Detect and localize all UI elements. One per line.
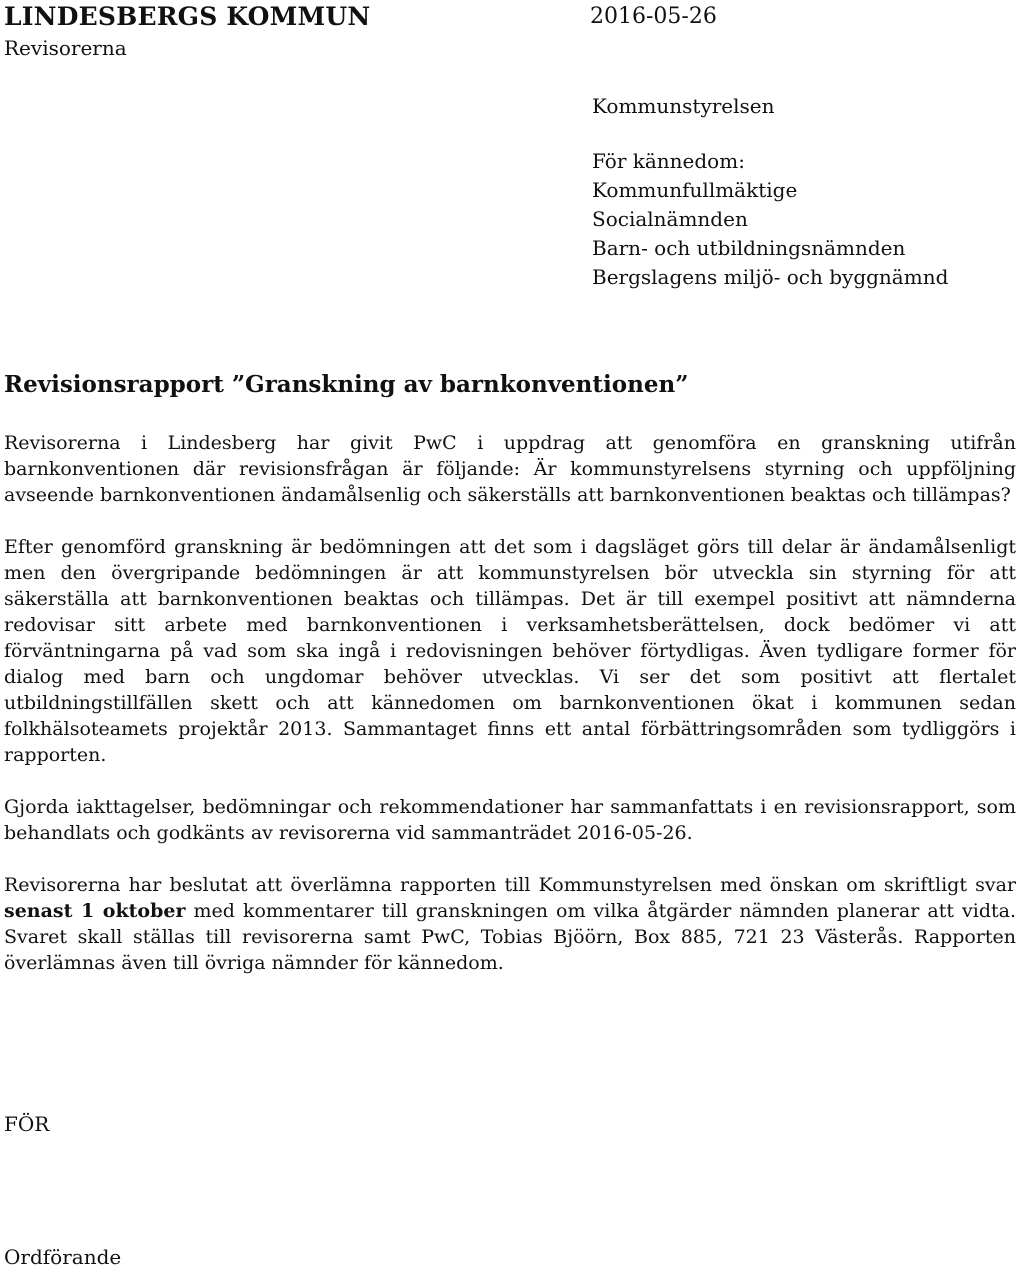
body-paragraph: Efter genomförd granskning är bedömningen att det som i dagsläget görs till delar är ändamålsenligt men den övergripande bedömningen är att kommunstyrelsen bör utveckla sin styrning för att säkerställa att barnkonventionen beaktas och tillämpas. Det är till exempel positivt att nämnderna redovisar sitt arbete med barnkonventionen i verksamhetsberättelsen, dock bedömer vi att förväntningarna på vad som ska ingå i redovisningen behöver förtydligas. Även tydligare former för dialog med barn och ungdomar behöver utvecklas. Vi ser det som positivt att flertalet utbildningstillfällen skett och att kännedomen om barnkonventionen ökat i kommunen sedan folkhälsoteamets projektår 2013. Sammantaget finns ett antal förbättringsområden som tydliggörs i rapporten. xyxy=(4,536,1016,766)
body-paragraph: Revisorerna i Lindesberg har givit PwC i uppdrag att genomföra en granskning utifrån barnkonventionen där revisionsfrågan är följande: Är kommunstyrelsens styrning och uppföljning avseende barnkonventionen ändamålsenlig och säkerställs att barnkonventionen beaktas och tillämpas? xyxy=(4,432,1016,506)
final-paragraph-text: med kommentarer till granskningen om vilka åtgärder nämnden planerar att vidta. Svaret skall ställas till revisorerna samt PwC, Tobias Bjöörn, Box 885, 721 23 Västerås. Rapporten överlämnas även till övriga nämnder för kännedom. xyxy=(4,900,1016,974)
final-paragraph xyxy=(4,872,1016,976)
document-date: 2016-05-26 xyxy=(590,4,717,29)
cc-item: Barn- och utbildningsnämnden xyxy=(592,236,906,260)
body-paragraph: Gjorda iakttagelser, bedömningar och rekommendationer har sammanfattats i en revisionsrapport, som behandlats och godkänts av revisorerna vid sammanträdet 2016-05-26. xyxy=(4,796,1016,844)
document-body xyxy=(4,430,1016,1002)
deadline-emphasis: senast 1 oktober xyxy=(4,900,186,922)
cc-item: Bergslagens miljö- och byggnämnd xyxy=(592,265,949,289)
organization-name: LINDESBERGS KOMMUN xyxy=(4,2,371,31)
recipient: Kommunstyrelsen xyxy=(592,94,775,118)
cc-label: För kännedom: xyxy=(592,149,745,173)
cc-item: Socialnämnden xyxy=(592,207,748,231)
department-name: Revisorerna xyxy=(4,36,127,60)
final-paragraph-text: Revisorerna har beslutat att överlämna rapporten till Kommunstyrelsen med önskan om skriftligt svar xyxy=(4,874,1016,896)
signature-role: Ordförande xyxy=(4,1245,122,1269)
cc-list xyxy=(592,147,948,292)
cc-item: Kommunfullmäktige xyxy=(592,178,798,202)
signature-for-label: FÖR xyxy=(4,1112,50,1136)
document-title: Revisionsrapport ”Granskning av barnkonventionen” xyxy=(4,371,689,398)
